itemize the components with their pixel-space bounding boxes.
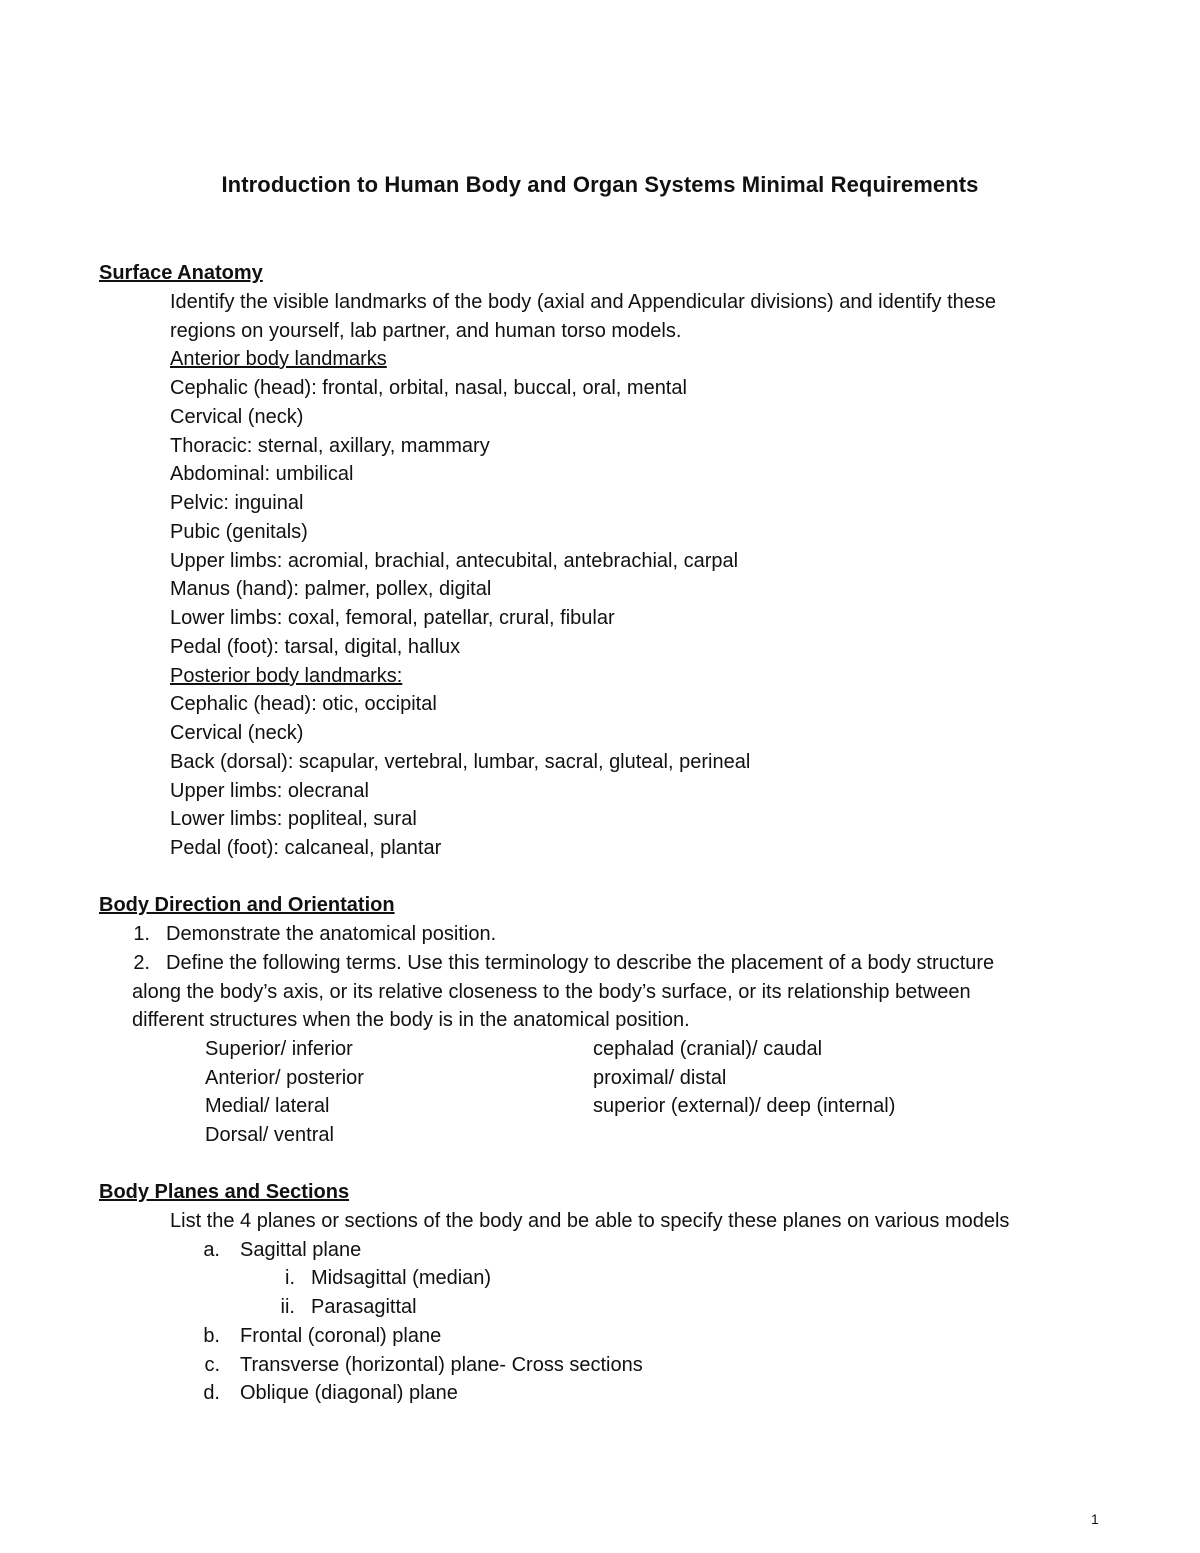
page-title: Introduction to Human Body and Organ Systems Minimal Requirements xyxy=(221,172,979,197)
planes-intro: List the 4 planes or sections of the body and be able to specify these planes on various models xyxy=(170,1210,1010,1232)
list-marker: a. xyxy=(203,1239,220,1261)
term-right: cephalad (cranial)/ caudal xyxy=(593,1038,823,1060)
anterior-item: Upper limbs: acromial, brachial, antecubital, antebrachial, carpal xyxy=(170,550,739,572)
anterior-item: Lower limbs: coxal, femoral, patellar, crural, fibular xyxy=(170,607,615,629)
plane-subitem: Midsagittal (median) xyxy=(311,1267,492,1289)
anterior-item: Pubic (genitals) xyxy=(170,521,308,543)
posterior-item: Upper limbs: olecranal xyxy=(170,780,369,802)
posterior-item: Back (dorsal): scapular, vertebral, lumbar, sacral, gluteal, perineal xyxy=(170,751,751,773)
anterior-item: Abdominal: umbilical xyxy=(170,463,354,485)
posterior-item: Cervical (neck) xyxy=(170,722,304,744)
list-marker: d. xyxy=(203,1382,220,1404)
direction-item-2-line2: along the body’s axis, or its relative closeness to the body’s surface, or its relationship between xyxy=(132,981,971,1003)
page-number: 1 xyxy=(1091,1511,1099,1527)
anterior-item: Pelvic: inguinal xyxy=(170,492,304,514)
anterior-item: Cephalic (head): frontal, orbital, nasal, buccal, oral, mental xyxy=(170,377,687,399)
term-left: Medial/ lateral xyxy=(205,1095,330,1117)
list-marker: i. xyxy=(285,1267,295,1289)
term-left: Dorsal/ ventral xyxy=(205,1124,334,1146)
list-marker: ii. xyxy=(280,1296,295,1318)
surface-intro-line2: regions on yourself, lab partner, and human torso models. xyxy=(170,320,682,342)
direction-item-2-line1: Define the following terms. Use this terminology to describe the placement of a body structure xyxy=(166,952,995,974)
section-heading-body-planes: Body Planes and Sections xyxy=(99,1181,350,1203)
list-marker: 1. xyxy=(133,923,150,945)
term-right: superior (external)/ deep (internal) xyxy=(593,1095,896,1117)
section-heading-body-direction: Body Direction and Orientation xyxy=(99,894,395,916)
posterior-item: Cephalic (head): otic, occipital xyxy=(170,693,437,715)
plane-subitem: Parasagittal xyxy=(311,1296,417,1318)
anterior-item: Manus (hand): palmer, pollex, digital xyxy=(170,578,492,600)
plane-item: Oblique (diagonal) plane xyxy=(240,1382,458,1404)
posterior-item: Lower limbs: popliteal, sural xyxy=(170,808,417,830)
anterior-item: Thoracic: sternal, axillary, mammary xyxy=(170,435,490,457)
anterior-item: Pedal (foot): tarsal, digital, hallux xyxy=(170,636,461,658)
list-marker: b. xyxy=(203,1325,220,1347)
list-marker: c. xyxy=(204,1354,220,1376)
anterior-item: Cervical (neck) xyxy=(170,406,304,428)
term-left: Anterior/ posterior xyxy=(205,1067,364,1089)
posterior-item: Pedal (foot): calcaneal, plantar xyxy=(170,837,442,859)
section-heading-surface-anatomy: Surface Anatomy xyxy=(99,262,263,284)
list-marker: 2. xyxy=(133,952,150,974)
direction-item-2-line3: different structures when the body is in the anatomical position. xyxy=(132,1009,690,1031)
term-right: proximal/ distal xyxy=(593,1067,727,1089)
posterior-landmarks-heading: Posterior body landmarks: xyxy=(170,665,403,687)
plane-item: Sagittal plane xyxy=(240,1239,362,1261)
anterior-landmarks-heading: Anterior body landmarks xyxy=(170,348,387,370)
plane-item: Transverse (horizontal) plane- Cross sections xyxy=(240,1354,643,1376)
surface-intro-line1: Identify the visible landmarks of the body (axial and Appendicular divisions) and identify these xyxy=(170,291,997,313)
term-left: Superior/ inferior xyxy=(205,1038,353,1060)
direction-item-1: Demonstrate the anatomical position. xyxy=(166,923,497,945)
plane-item: Frontal (coronal) plane xyxy=(240,1325,442,1347)
